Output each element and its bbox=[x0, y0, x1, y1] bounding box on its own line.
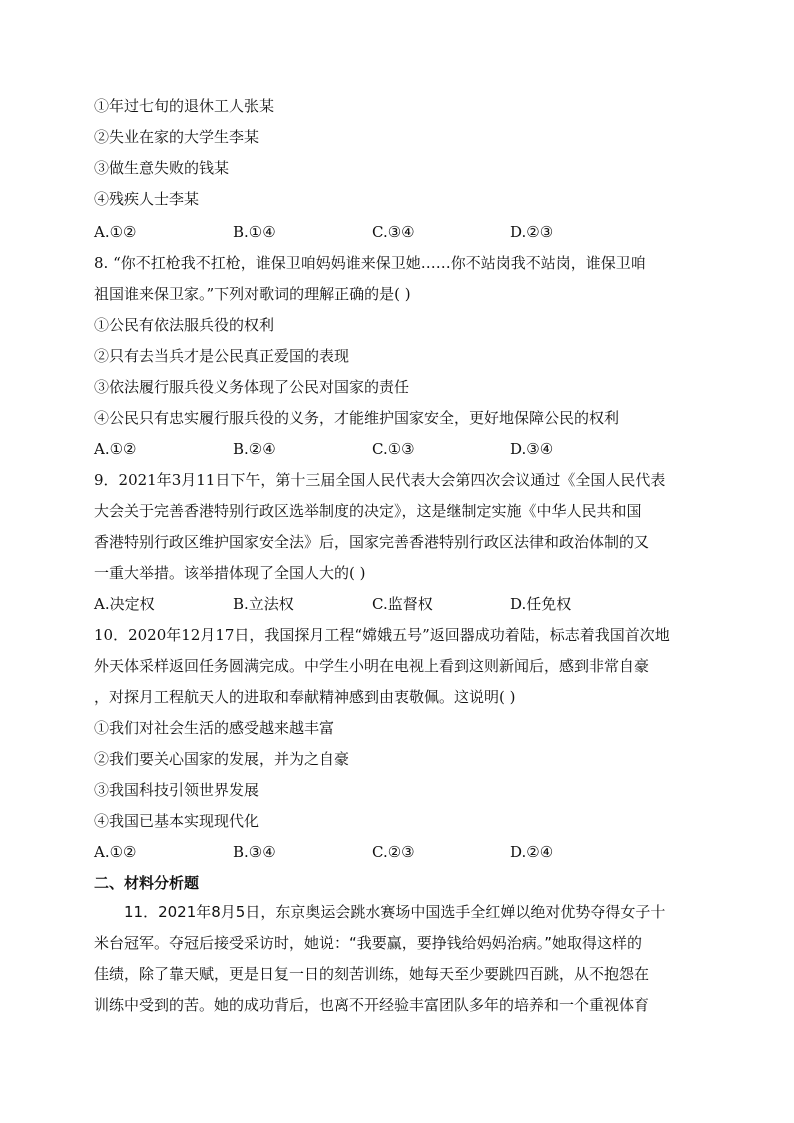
q9-stem-line-3: 香港特别行政区维护国家安全法》后，国家完善香港特别行政区法律和政治体制的又 bbox=[94, 533, 650, 551]
q7-choices bbox=[94, 221, 714, 243]
q8-choices bbox=[94, 438, 714, 460]
q8-choice-c: C.①③ bbox=[372, 440, 415, 458]
section-heading: 二、材料分析题 bbox=[94, 874, 200, 892]
q11-line-2: 米台冠军。夺冠后接受采访时，她说：“我要赢，要挣钱给妈妈治病。”她取得这样的 bbox=[94, 934, 643, 952]
q7-choice-a: A.①② bbox=[94, 223, 137, 241]
q8-stem-line-2: 祖国谁来保卫家。”下列对歌词的理解正确的是( ) bbox=[94, 285, 411, 303]
q8-item-4: ④公民只有忠实履行服兵役的义务，才能维护国家安全，更好地保障公民的权利 bbox=[94, 409, 620, 427]
q9-choices bbox=[94, 593, 714, 615]
q7-item-3: ③做生意失败的钱某 bbox=[94, 159, 230, 177]
q10-choice-a: A.①② bbox=[94, 843, 137, 861]
q9-choice-b: B.立法权 bbox=[233, 595, 294, 613]
q9-stem-line-2: 大会关于完善香港特别行政区选举制度的决定》，这是继制定实施《中华人民共和国 bbox=[94, 502, 642, 520]
q10-choice-c: C.②③ bbox=[372, 843, 415, 861]
q8-item-2: ②只有去当兵才是公民真正爱国的表现 bbox=[94, 347, 350, 365]
q11-line-3: 佳绩，除了靠天赋，更是日复一日的刻苦训练，她每天至少要跳四百跳，从不抱怨在 bbox=[94, 965, 650, 983]
q8-item-1: ①公民有依法服兵役的权利 bbox=[94, 316, 275, 334]
q7-choice-d: D.②③ bbox=[510, 223, 554, 241]
q10-item-2: ②我们要关心国家的发展，并为之自豪 bbox=[94, 750, 350, 768]
q10-stem-line-2: 外天体采样返回任务圆满完成。中学生小明在电视上看到这则新闻后，感到非常自豪 bbox=[94, 657, 650, 675]
q7-item-1: ①年过七旬的退休工人张某 bbox=[94, 97, 275, 115]
q11-material bbox=[94, 897, 688, 1021]
q10-item-4: ④我国已基本实现现代化 bbox=[94, 812, 260, 830]
q9-stem-line-4: 一重大举措。该举措体现了全国人大的( ) bbox=[94, 564, 366, 582]
q7-choice-c: C.③④ bbox=[372, 223, 415, 241]
q10-item-3: ③我国科技引领世界发展 bbox=[94, 781, 260, 799]
q7-item-2: ②失业在家的大学生李某 bbox=[94, 128, 260, 146]
q8-choice-b: B.②④ bbox=[233, 440, 276, 458]
q7-choice-b: B.①④ bbox=[233, 223, 276, 241]
q8-choice-d: D.③④ bbox=[510, 440, 554, 458]
q9-choice-d: D.任免权 bbox=[510, 595, 572, 613]
q10-item-1: ①我们对社会生活的感受越来越丰富 bbox=[94, 719, 335, 737]
q8-choice-a: A.①② bbox=[94, 440, 137, 458]
q10-choices bbox=[94, 841, 714, 863]
q10-stem-line-1: 10．2020年12月17日，我国探月工程“嫦娥五号”返回器成功着陆，标志着我国首次地 bbox=[94, 626, 670, 644]
q11-line-1: 11．2021年8月5日，东京奥运会跳水赛场中国选手全红婵以绝对优势夺得女子十 bbox=[124, 903, 666, 921]
q9-choice-c: C.监督权 bbox=[372, 595, 433, 613]
q10-choice-b: B.③④ bbox=[233, 843, 276, 861]
q7-item-4: ④残疾人士李某 bbox=[94, 190, 200, 208]
q9-choice-a: A.决定权 bbox=[94, 595, 155, 613]
q10-stem-line-3: ，对探月工程航天人的进取和奉献精神感到由衷敬佩。这说明( ) bbox=[94, 688, 516, 706]
q11-line-4: 训练中受到的苦。她的成功背后，也离不开经验丰富团队多年的培养和一个重视体育 bbox=[94, 996, 650, 1014]
q10-choice-d: D.②④ bbox=[510, 843, 554, 861]
q9-stem-line-1: 9．2021年3月11日下午，第十三届全国人民代表大会第四次会议通过《全国人民代表 bbox=[94, 471, 666, 489]
q8-stem-line-1: 8. “你不扛枪我不扛枪，谁保卫咱妈妈谁来保卫她……你不站岗我不站岗，谁保卫咱 bbox=[94, 254, 646, 272]
q8-item-3: ③依法履行服兵役义务体现了公民对国家的责任 bbox=[94, 378, 410, 396]
